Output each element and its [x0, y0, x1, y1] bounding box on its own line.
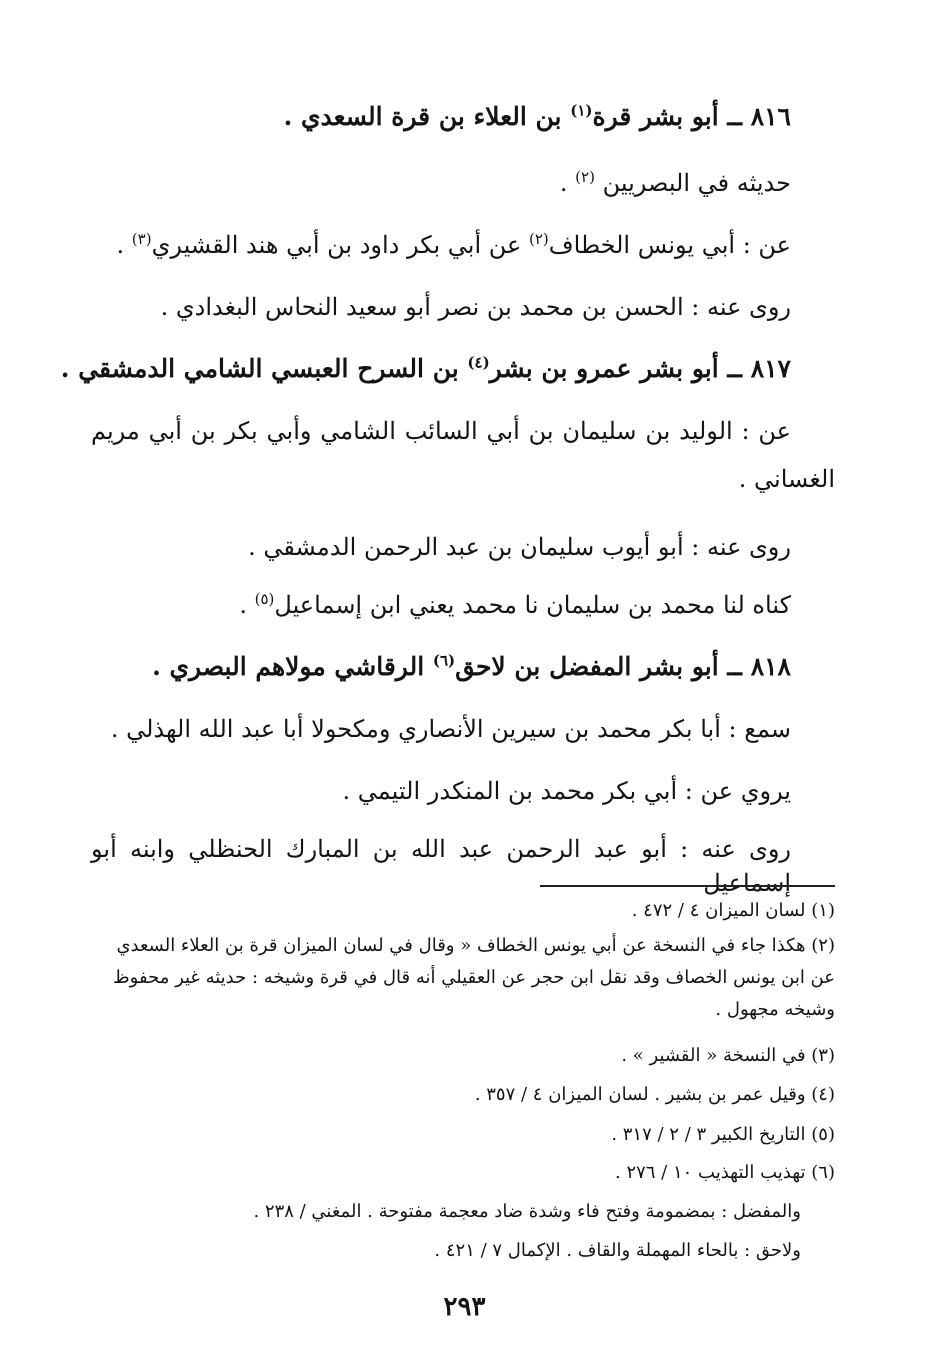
entry-817-line-1: عن : الوليد بن سليمان بن أبي السائب الشامي وأبي بكر بن أبي مريم: [91, 417, 791, 445]
entry-817-heading: [60, 352, 791, 386]
entry-818-title-a: ٨١٨ ــ أبو بشر المفضل بن لاحق: [455, 652, 791, 681]
footnote-ref-5: (٥): [254, 590, 275, 608]
footnote-2: (٢) هكذا جاء في النسخة عن أبي يونس الخطاف « وقال في لسان الميزان قرة بن العلاء السعدي عن ابن يونس الخصاف وقد نقل ابن حجر عن العقيلي أنه قال في قرة وشيخه : حديثه غير محفوظ وشيخه مجهول .: [113, 935, 835, 1020]
footnote-3: (٣) في النسخة « القشير » .: [621, 1045, 835, 1066]
entry-816-line-1: [91, 166, 791, 200]
entry-816-text: حديثه في البصريين: [594, 169, 791, 197]
footnote-ref-1: (١): [570, 101, 593, 120]
entry-816-text: عن : أبي يونس الخطاف: [548, 231, 791, 259]
entry-818-line-3: روى عنه : أبو عبد الرحمن عبد الله بن المبارك الحنظلي وابنه أبو إسماعيل: [91, 835, 791, 897]
entry-817-line-2: الغساني .: [738, 465, 835, 493]
footnote-divider: [540, 885, 835, 887]
entry-817-title-b: بن السرح العبسي الشامي الدمشقي .: [60, 354, 468, 383]
entry-816-title-a: ٨١٦ ــ أبو بشر قرة: [592, 102, 791, 131]
entry-817-line-4: [91, 588, 791, 622]
entry-818-line-1: سمع : أبا بكر محمد بن سيرين الأنصاري ومكحولا أبا عبد الله الهذلي .: [110, 715, 791, 743]
footnote-6: (٦) تهذيب التهذيب ١٠ / ٢٧٦ .: [614, 1162, 835, 1183]
entry-817-title-a: ٨١٧ ــ أبو بشر عمرو بن بشر: [489, 354, 791, 383]
entry-818-title-b: الرقاشي مولاهم البصري .: [152, 652, 433, 681]
entry-816-text: .: [559, 169, 576, 197]
footnote-4: (٤) وقيل عمر بن بشير . لسان الميزان ٤ / ٣٥٧ .: [474, 1084, 835, 1105]
footnote-1: (١) لسان الميزان ٤ / ٤٧٢ .: [631, 900, 835, 921]
footnote-5: (٥) التاريخ الكبير ٣ / ٢ / ٣١٧ .: [611, 1124, 835, 1145]
footnote-6-continuation-a: والمفضل : بمضمومة وفتح فاء وشدة ضاد معجمة مفتوحة . المغني / ٢٣٨ .: [253, 1201, 801, 1222]
entry-816-text: .: [116, 231, 132, 259]
footnote-ref-4: (٤): [467, 353, 490, 372]
entry-818-line-2: يروي عن : أبي بكر محمد بن المنكدر التيمي .: [342, 777, 791, 805]
entry-816-title-b: بن العلاء بن قرة السعدي .: [283, 102, 571, 131]
footnote-ref-2: (٢): [575, 168, 595, 186]
entry-816-line-2: [91, 228, 791, 262]
entry-817-text: كناه لنا محمد بن سليمان نا محمد يعني ابن إسماعيل: [274, 591, 791, 619]
footnote-ref-6: (٦): [432, 651, 456, 670]
footnote-6-continuation-b: ولاحق : بالحاء المهملة والقاف . الإكمال ٧ / ٤٢١ .: [434, 1240, 801, 1261]
entry-817-line-3: روى عنه : أبو أيوب سليمان بن عبد الرحمن الدمشقي .: [248, 533, 791, 561]
footnote-ref-3: (٣): [131, 230, 152, 248]
entry-818-heading: [91, 650, 791, 684]
footnote-ref-2: (٢): [528, 230, 549, 248]
page-number: ٢٩٣: [443, 1292, 486, 1322]
entry-816-text: عن أبي بكر داود بن أبي هند القشيري: [151, 231, 529, 259]
entry-816-heading: [91, 100, 791, 134]
entry-817-text: .: [239, 591, 255, 619]
entry-816-line-3: روى عنه : الحسن بن محمد بن نصر أبو سعيد النحاس البغدادي .: [160, 293, 791, 321]
